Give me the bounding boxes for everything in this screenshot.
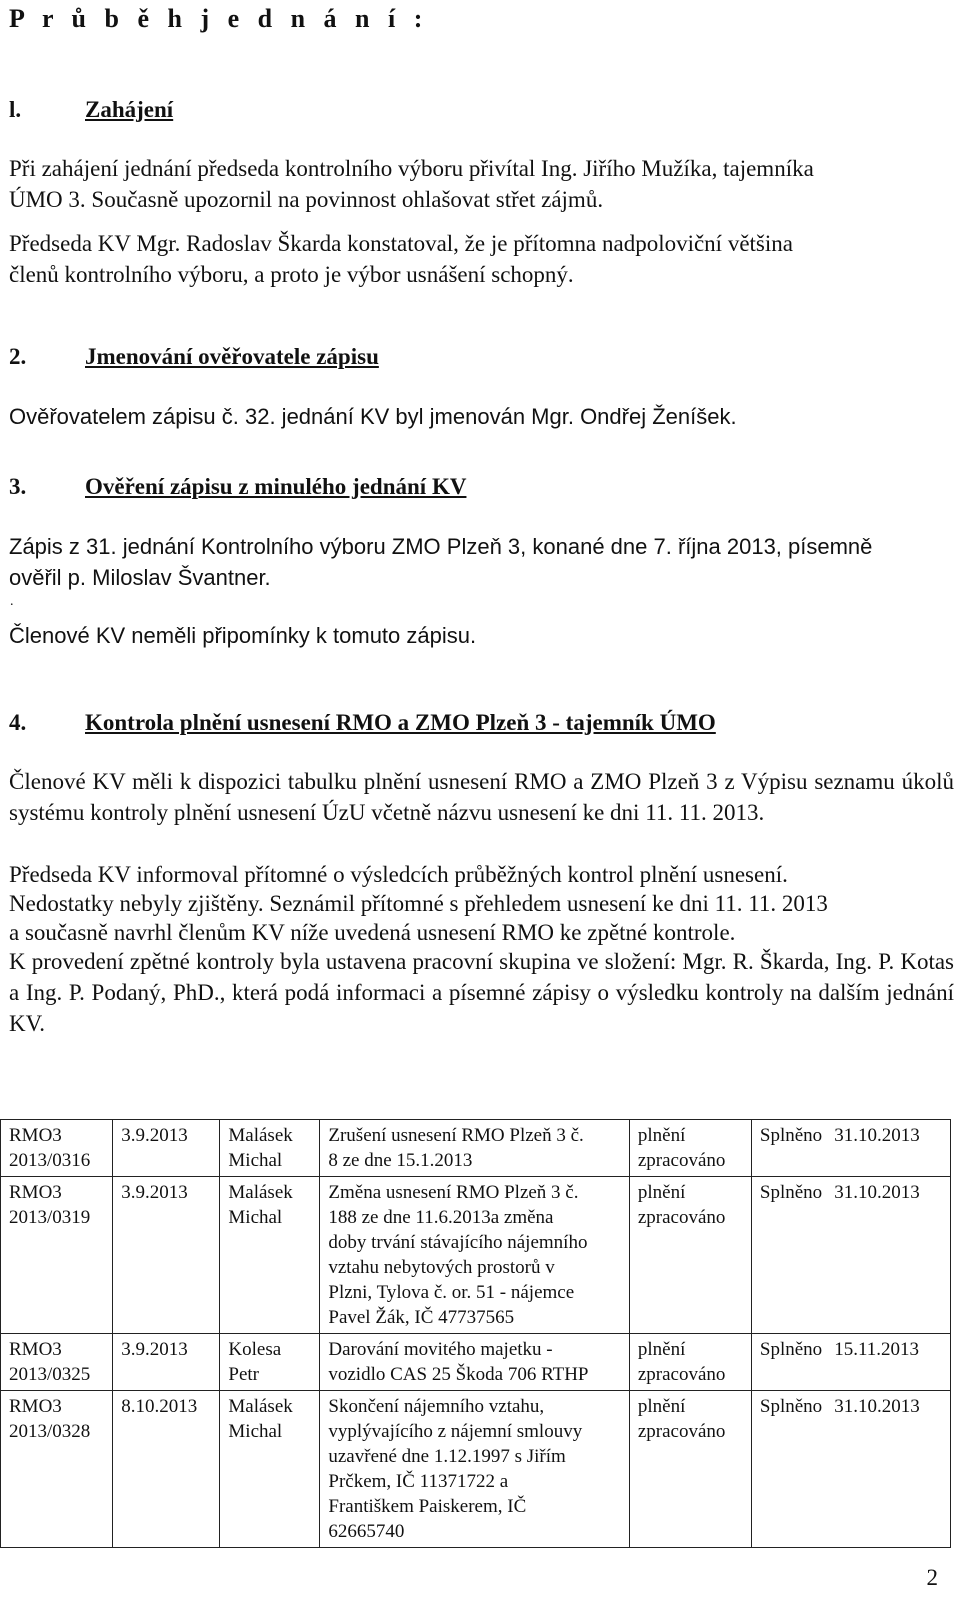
section-3-line-2: ověřil p. Miloslav Švantner. xyxy=(9,565,271,590)
resolution-description-cell-line: Zrušení usnesení RMO Plzeň 3 č. xyxy=(328,1125,584,1146)
responsible-person-cell xyxy=(220,1334,320,1391)
result-status: Splněno xyxy=(759,1339,823,1360)
resolution-date-cell: 3.9.2013 xyxy=(113,1334,220,1391)
resolution-description-cell-line: Plzni, Tylova č. or. 51 - nájemce xyxy=(328,1282,575,1303)
resolution-id-cell-line: 2013/0319 xyxy=(9,1207,91,1228)
fulfillment-state-cell xyxy=(629,1120,751,1177)
section-3-title: Ověření zápisu z minulého jednání KV xyxy=(85,474,467,499)
resolution-description-cell xyxy=(320,1391,629,1548)
fulfillment-state-cell xyxy=(629,1177,751,1334)
section-4-paragraph-2: K provedení zpětné kontroly byla ustavena pracovní skupina ve složení: Mgr. R. Škarda, Ing. P. Kotas a Ing. P. Podaný, PhD., která podá informaci a písemné zápisy o výsledku kontroly na dalším jednání KV. xyxy=(9,949,954,1036)
fulfillment-state-cell-line: zpracováno xyxy=(637,1421,726,1442)
section-4-title: Kontrola plnění usnesení RMO a ZMO Plzeň 3 - tajemník ÚMO xyxy=(85,710,716,735)
section-1-paragraph-2-line-1: Předseda KV Mgr. Radoslav Škarda konstatoval, že je přítomna nadpoloviční většina xyxy=(9,231,793,256)
resolution-date-cell: 3.9.2013 xyxy=(113,1177,220,1334)
result-cell xyxy=(751,1334,950,1391)
resolution-id-cell xyxy=(1,1391,113,1548)
section-1-paragraph-1-line-1: Při zahájení jednání předseda kontrolního výboru přivítal Ing. Jiřího Mužíka, tajemníka xyxy=(9,156,814,181)
resolution-id-cell xyxy=(1,1120,113,1177)
responsible-person-cell xyxy=(220,1391,320,1548)
responsible-person-cell-line: Malásek xyxy=(228,1125,293,1146)
resolution-id-cell-line: 2013/0316 xyxy=(9,1150,91,1171)
result-cell xyxy=(751,1177,950,1334)
responsible-person-cell-line: Michal xyxy=(228,1150,283,1171)
resolution-description-cell-line: 62665740 xyxy=(328,1521,405,1542)
section-3-line-3: Členové KV neměli připomínky k tomuto zápisu. xyxy=(9,623,477,648)
result-cell xyxy=(751,1391,950,1548)
resolution-date-cell: 3.9.2013 xyxy=(113,1120,220,1177)
resolution-description-cell xyxy=(320,1334,629,1391)
fulfillment-state-cell-line: zpracováno xyxy=(637,1150,726,1171)
result-status: Splněno xyxy=(759,1182,823,1203)
section-4-line-a: Předseda KV informoval přítomné o výsledcích průběžných kontrol plnění usnesení. xyxy=(9,862,788,887)
resolution-date-cell: 8.10.2013 xyxy=(113,1391,220,1548)
resolution-description-cell xyxy=(320,1120,629,1177)
result-date: 31.10.2013 xyxy=(834,1182,920,1203)
fulfillment-state-cell-line: zpracováno xyxy=(637,1364,726,1385)
fulfillment-state-cell-line: plnění xyxy=(637,1125,686,1146)
result-date: 31.10.2013 xyxy=(834,1125,920,1146)
fulfillment-state-cell-line: plnění xyxy=(637,1182,686,1203)
fulfillment-state-cell-line: plnění xyxy=(637,1339,686,1360)
resolution-description-cell-line: Prčkem, IČ 11371722 a xyxy=(328,1471,509,1492)
resolution-id-cell-line: 2013/0328 xyxy=(9,1421,91,1442)
section-1-title: Zahájení xyxy=(85,97,174,122)
resolutions-table xyxy=(0,1119,951,1548)
resolution-description-cell-line: doby trvání stávajícího nájemního xyxy=(328,1232,588,1253)
resolution-id-cell xyxy=(1,1334,113,1391)
fulfillment-state-cell xyxy=(629,1391,751,1548)
result-cell xyxy=(751,1120,950,1177)
resolution-description-cell-line: Darování movitého majetku - xyxy=(328,1339,553,1360)
stray-dot: . xyxy=(10,594,14,609)
table-row xyxy=(1,1391,951,1548)
responsible-person-cell-line: Michal xyxy=(228,1207,283,1228)
responsible-person-cell-line: Malásek xyxy=(228,1182,293,1203)
section-2-number: 2. xyxy=(9,344,27,369)
responsible-person-cell-line: Michal xyxy=(228,1421,283,1442)
resolution-id-cell-line: RMO3 xyxy=(9,1125,62,1146)
resolution-description-cell-line: vozidlo CAS 25 Škoda 706 RTHP xyxy=(328,1364,589,1385)
resolution-description-cell-line: Změna usnesení RMO Plzeň 3 č. xyxy=(328,1182,579,1203)
section-3-number: 3. xyxy=(9,474,27,499)
responsible-person-cell-line: Malásek xyxy=(228,1396,293,1417)
resolution-description-cell-line: Skončení nájemního vztahu, xyxy=(328,1396,545,1417)
fulfillment-state-cell-line: zpracováno xyxy=(637,1207,726,1228)
resolution-description-cell-line: Františkem Paiskerem, IČ xyxy=(328,1496,527,1517)
section-3-line-1: Zápis z 31. jednání Kontrolního výboru ZMO Plzeň 3, konané dne 7. října 2013, písemně xyxy=(9,534,873,559)
resolution-description-cell-line: 188 ze dne 11.6.2013a změna xyxy=(328,1207,554,1228)
resolution-id-cell-line: 2013/0325 xyxy=(9,1364,91,1385)
section-1-paragraph-1-line-2: ÚMO 3. Současně upozornil na povinnost ohlašovat střet zájmů. xyxy=(9,187,604,212)
resolution-description-cell-line: uzavřené dne 1.12.1997 s Jiřím xyxy=(328,1446,566,1467)
section-2-title: Jmenování ověřovatele zápisu xyxy=(85,344,379,369)
resolution-description-cell-line: vztahu nebytových prostorů v xyxy=(328,1257,555,1278)
result-status: Splněno xyxy=(759,1125,823,1146)
resolution-description-cell-line: vyplývajícího z nájemní smlouvy xyxy=(328,1421,583,1442)
responsible-person-cell-line: Kolesa xyxy=(228,1339,282,1360)
result-date: 15.11.2013 xyxy=(834,1339,919,1360)
resolution-description-cell-line: Pavel Žák, IČ 47737565 xyxy=(328,1307,515,1328)
document-heading: P r ů b ě h j e d n á n í : xyxy=(9,4,429,33)
responsible-person-cell xyxy=(220,1120,320,1177)
resolution-description-cell xyxy=(320,1177,629,1334)
table-row xyxy=(1,1177,951,1334)
section-4-paragraph-1: Členové KV měli k dispozici tabulku plnění usnesení RMO a ZMO Plzeň 3 z Výpisu seznamu úkolů systému kontroly plnění usnesení ÚzU včetně názvu usnesení ke dni 11. 11. 2013. xyxy=(9,769,954,825)
resolution-id-cell-line: RMO3 xyxy=(9,1396,62,1417)
resolution-id-cell-line: RMO3 xyxy=(9,1182,62,1203)
fulfillment-state-cell-line: plnění xyxy=(637,1396,686,1417)
resolution-description-cell-line: 8 ze dne 15.1.2013 xyxy=(328,1150,473,1171)
section-4-line-b: Nedostatky nebyly zjištěny. Seznámil přítomné s přehledem usnesení ke dni 11. 11. 2013 xyxy=(9,891,828,916)
responsible-person-cell-line: Petr xyxy=(228,1364,259,1385)
result-date: 31.10.2013 xyxy=(834,1396,920,1417)
resolutions-table-body xyxy=(1,1120,951,1548)
table-row xyxy=(1,1120,951,1177)
resolution-id-cell-line: RMO3 xyxy=(9,1339,62,1360)
section-4-line-c: a současně navrhl členům KV níže uvedená usnesení RMO ke zpětné kontrole. xyxy=(9,920,736,945)
table-row xyxy=(1,1334,951,1391)
responsible-person-cell xyxy=(220,1177,320,1334)
section-4-number: 4. xyxy=(9,710,27,735)
page-number: 2 xyxy=(926,1565,938,1590)
fulfillment-state-cell xyxy=(629,1334,751,1391)
section-1-number: l. xyxy=(9,97,22,122)
resolution-id-cell xyxy=(1,1177,113,1334)
section-2-text: Ověřovatelem zápisu č. 32. jednání KV byl jmenován Mgr. Ondřej Ženíšek. xyxy=(9,404,737,429)
section-1-paragraph-2-line-2: členů kontrolního výboru, a proto je výbor usnášení schopný. xyxy=(9,262,574,287)
result-status: Splněno xyxy=(759,1396,823,1417)
